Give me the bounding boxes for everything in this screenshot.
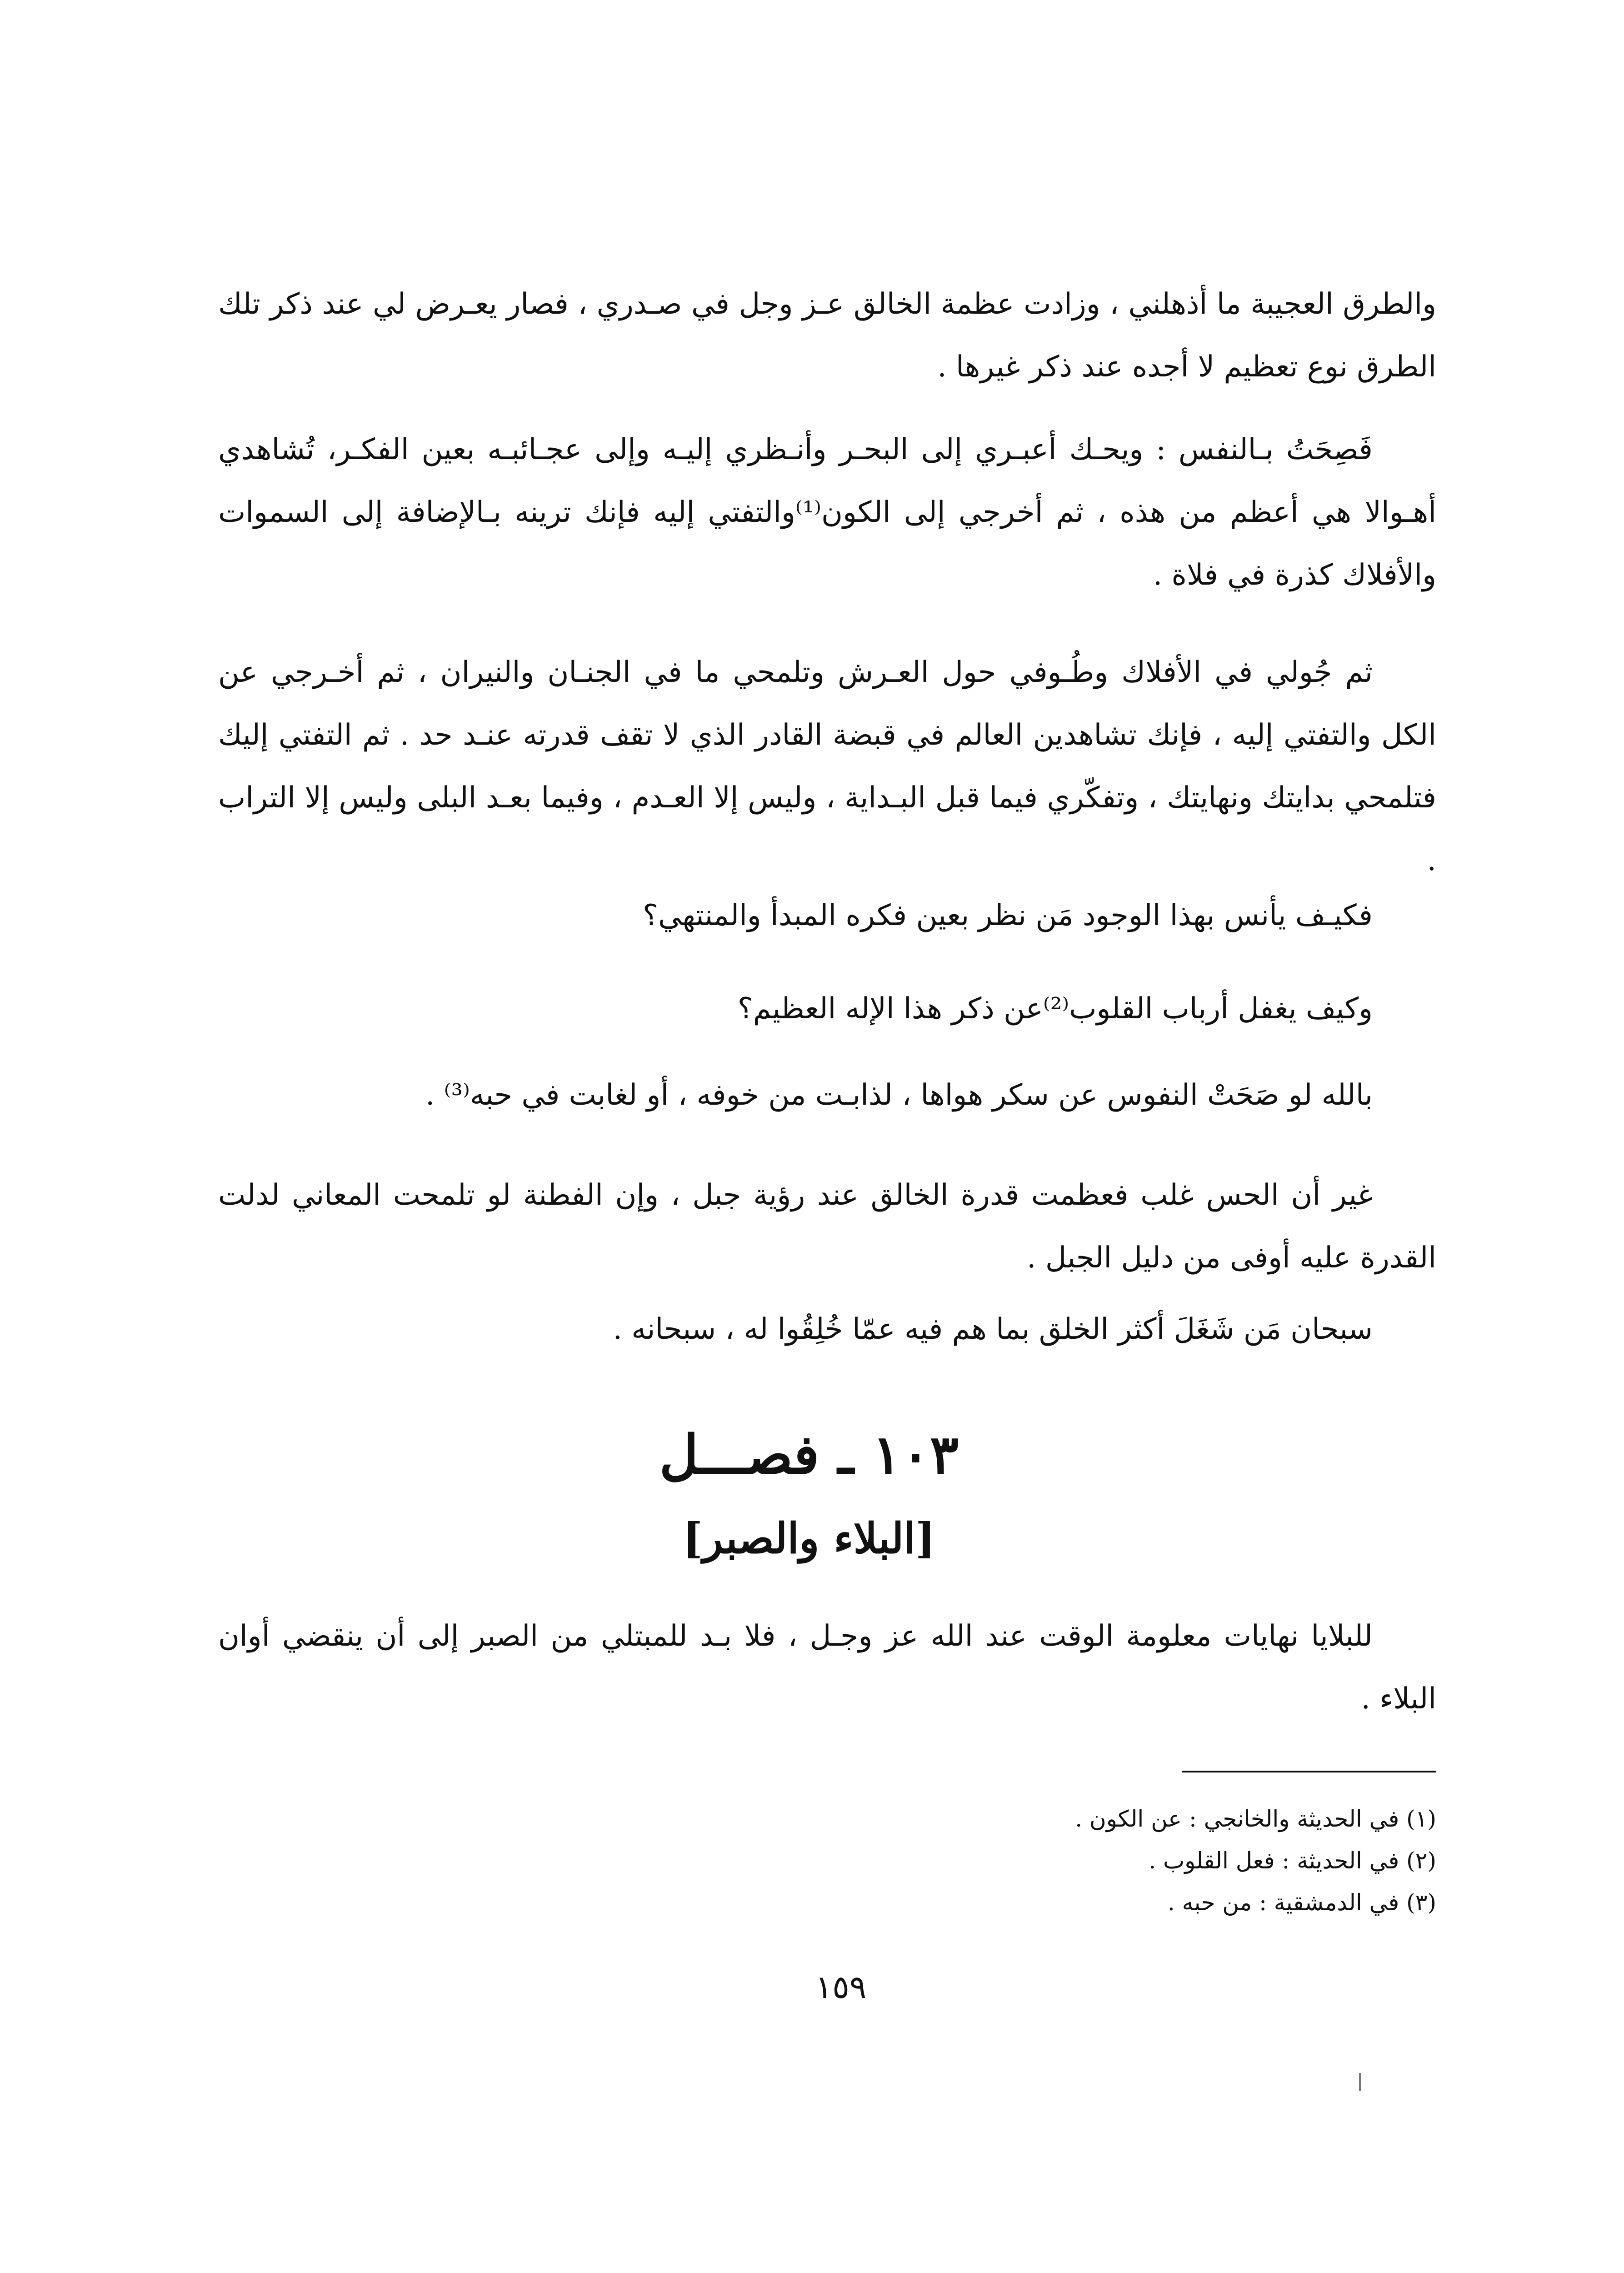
paragraph-6: بالله لو صَحَتْ النفوس عن سكر هواها ، لذابـت من خوفه ، أو لغابت في حبه⁽³⁾ . (425, 1078, 1373, 1112)
footnote-divider (1182, 1771, 1436, 1772)
paragraph-9: للبلايا نهايات معلومة الوقت عند الله عز وجـل ، فلا بـد للمبتلي من الصبر إلى أن ينقضي أوان البلاء . (218, 1619, 1436, 1716)
section-title: [البلاء والصبر] (683, 1514, 935, 1563)
paragraph-5: وكيف يغفل أرباب القلوب⁽²⁾عن ذكر هذا الإله العظيم؟ (737, 992, 1373, 1026)
paragraph-4: فكيـف يأنس بهذا الوجود مَن نظر بعين فكره المبدأ والمنتهي؟ (643, 899, 1373, 932)
footnotes (909, 1798, 1436, 1923)
paragraph-2: فَصِحَتُ بـالنفس : ويحـك أعبـري إلى البحـر وأنـظري إليـه وإلى عجـائبـه بعين الفكـر، تُشاهدي أهـوالا هي أعظم من هذه ، ثم أخرجي إلى الكون⁽¹⁾والتفتي إليه فإنك ترينه بـالإضافة إلى السموات والأفلاك كذرة في فلاة . (218, 433, 1436, 592)
footnote-3: (٣) في الدمشقية : من حبه . (1167, 1889, 1436, 1916)
paragraph-7: غير أن الحس غلب فعظمت قدرة الخالق عند رؤية جبل ، وإن الفطنة لو تلمحت المعاني لدلت القدرة عليه أوفى من دليل الجبل . (218, 1178, 1436, 1275)
footnote-1: (١) في الحديثة والخانجي : عن الكون . (1075, 1806, 1436, 1832)
paragraph-8: سبحان مَن شَغَلَ أكثر الخلق بما هم فيه عمّا خُلِقُوا له ، سبحانه . (613, 1312, 1373, 1346)
page-number: ١٥٩ (815, 1968, 867, 2006)
chapter-title: ١٠٣ ـ فصـــل (659, 1423, 959, 1486)
paragraph-3: ثم جُولي في الأفلاك وطُـوفي حول العـرش وتلمحي ما في الجنـان والنيران ، ثم أخـرجي عن الكل والتفتي إليه ، فإنك تشاهدين العالم في قبضة القادر الذي لا تقف قدرته عنـد حد . ثم التفتي إليك فتلمحي بدايتك ونهايتك ، وتفكّري فيما قبل البـداية ، وليس إلا العـدم ، وفيما بعـد البلى وليس إلا التراب . (218, 656, 1437, 877)
paragraph-1: والطرق العجيبة ما أذهلني ، وزادت عظمة الخالق عـز وجل في صـدري ، فصار يعـرض لي عند ذكر تلك الطرق نوع تعظيم لا أجده عند ذكر غيرها . (218, 287, 1437, 384)
footnote-2: (٢) في الحديثة : فعل القلوب . (1149, 1847, 1436, 1874)
scan-mark (1359, 2073, 1361, 2091)
